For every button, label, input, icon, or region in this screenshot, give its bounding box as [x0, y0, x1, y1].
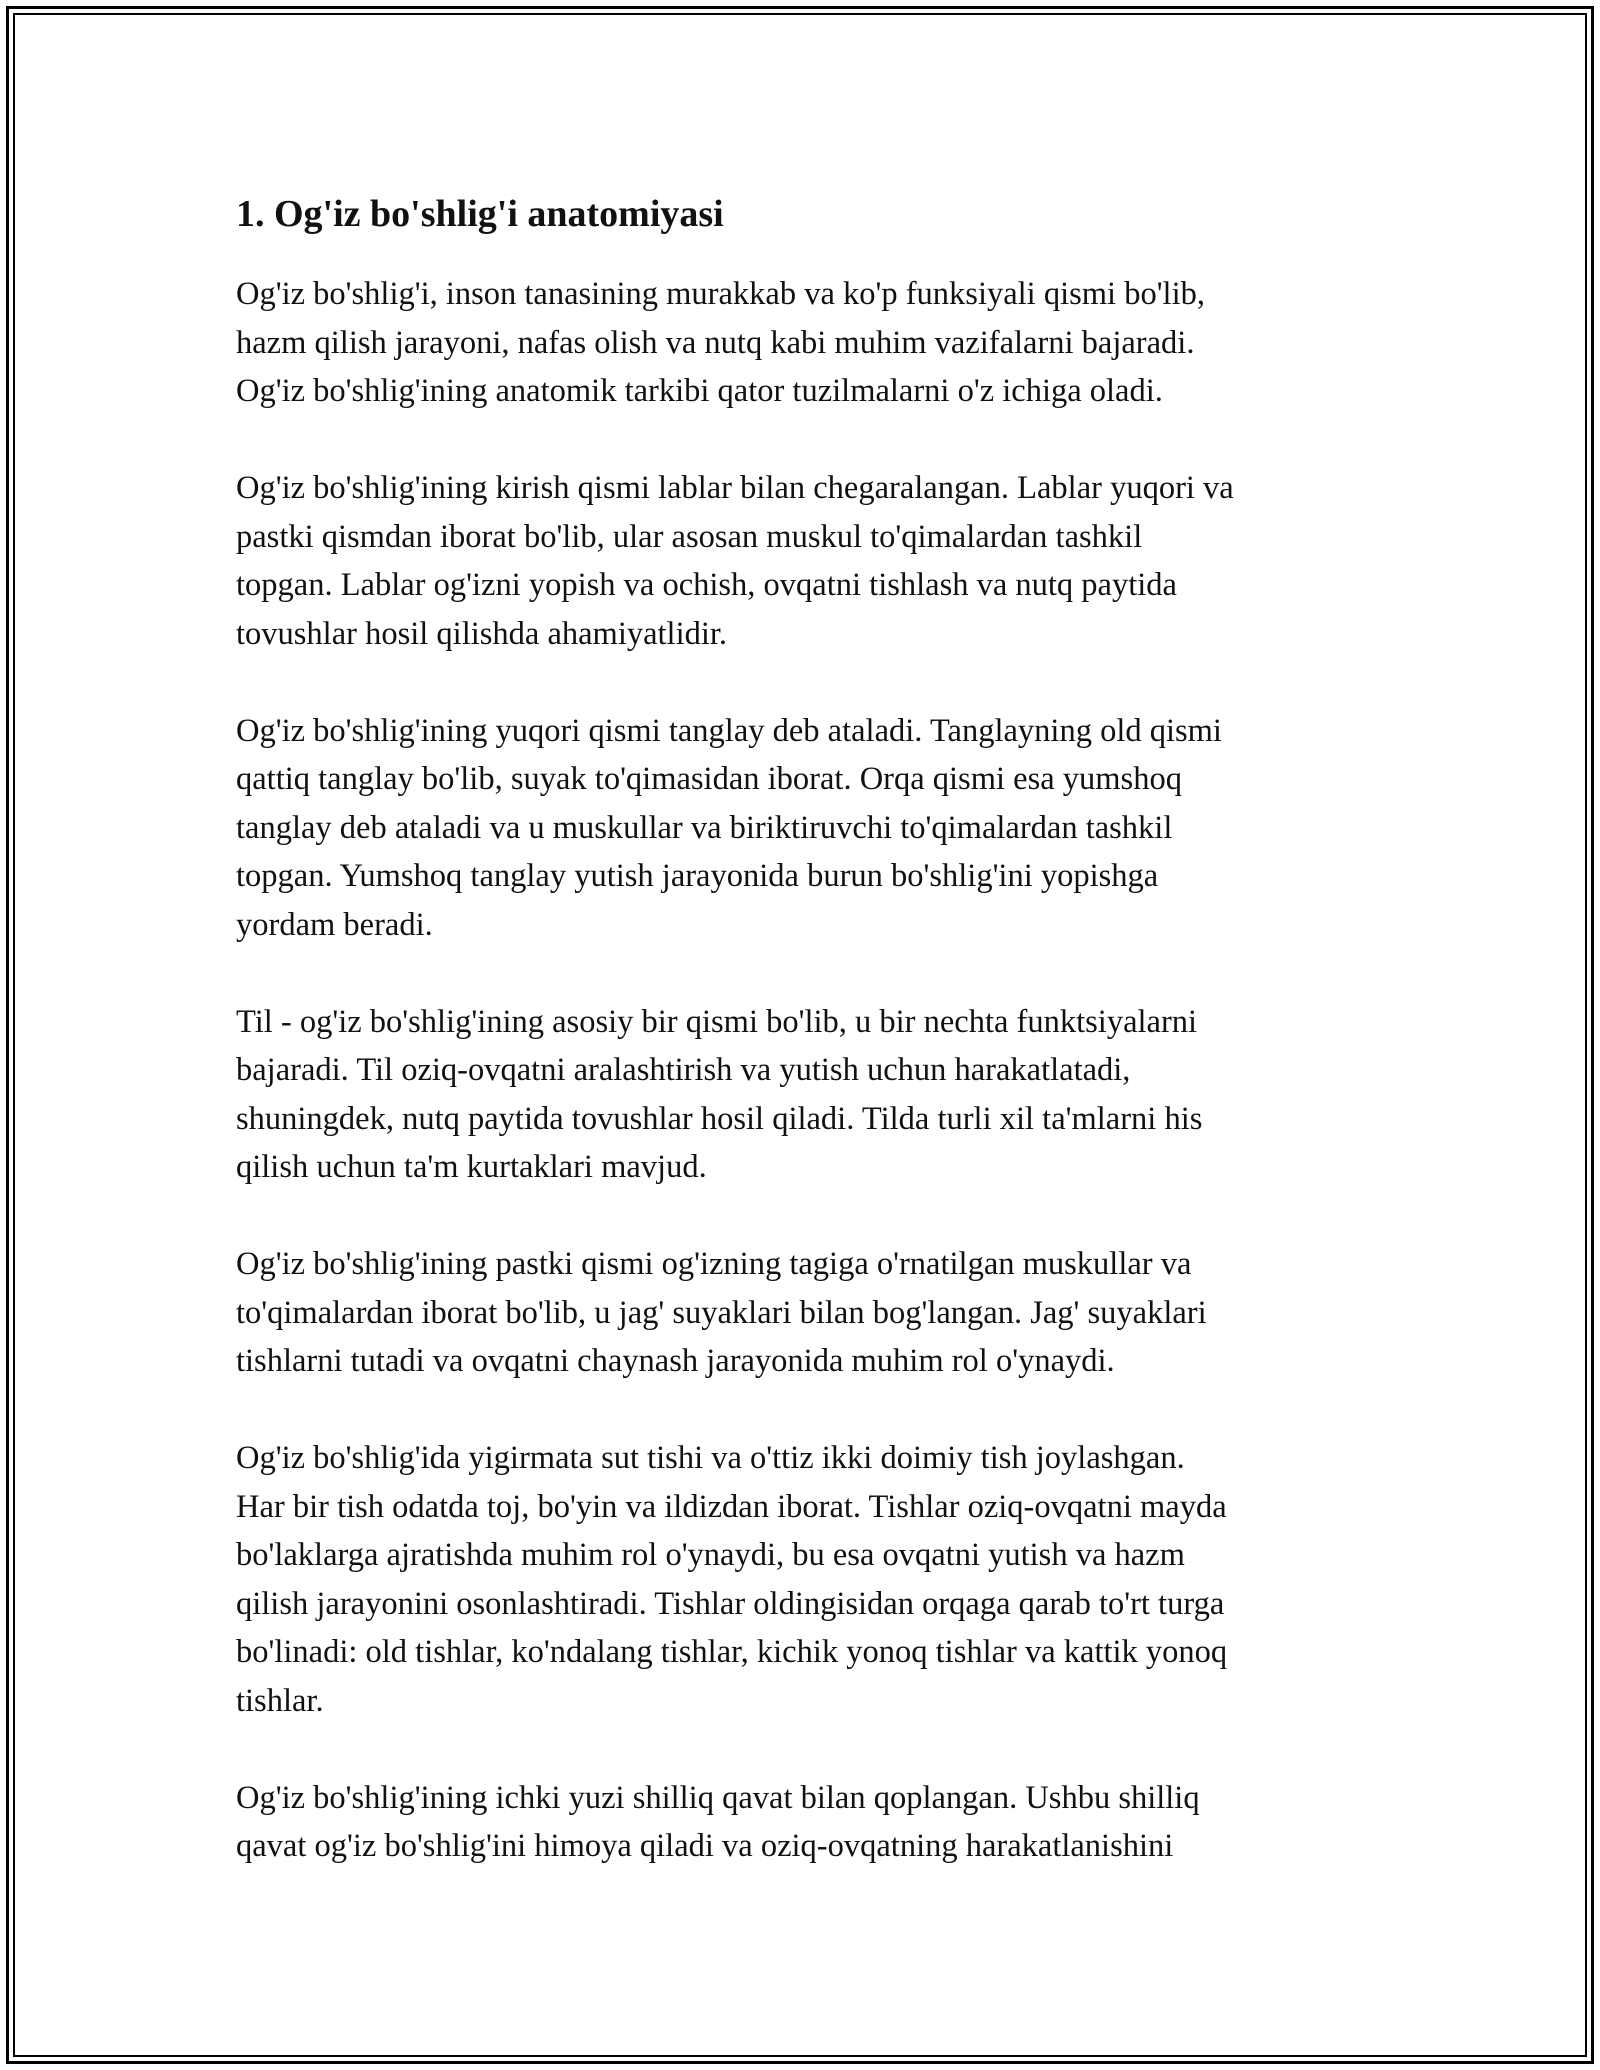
- paragraph-list: [236, 270, 1366, 1871]
- paragraph: [236, 270, 1366, 416]
- paragraph-line: tovushlar hosil qilishda ahamiyatlidir.: [236, 615, 728, 652]
- paragraph: [236, 1434, 1366, 1725]
- paragraph-line: Og'iz bo'shlig'ining anatomik tarkibi qator tuzilmalarni o'z ichiga oladi.: [236, 373, 1163, 409]
- paragraph-line: shuningdek, nutq paytida tovushlar hosil qiladi. Tilda turli xil ta'mlarni his: [236, 1100, 1203, 1137]
- paragraph-line: Og'iz bo'shlig'ining pastki qismi og'izning tagiga o'rnatilgan muskullar va: [236, 1246, 1192, 1282]
- section-title: 1. Og'iz bo'shlig'i anatomiyasi: [236, 193, 724, 235]
- paragraph: [236, 1240, 1366, 1386]
- paragraph-line: bo'linadi: old tishlar, ko'ndalang tishlar, kichik yonoq tishlar va kattik yonoq: [236, 1634, 1228, 1670]
- document-page: [236, 186, 1366, 1871]
- paragraph-line: to'qimalardan iborat bo'lib, u jag' suyaklari bilan bog'langan. Jag' suyaklari: [236, 1294, 1207, 1331]
- paragraph-line: Til - og'iz bo'shlig'ining asosiy bir qismi bo'lib, u bir nechta funktsiyalarni: [236, 1003, 1198, 1040]
- paragraph: [236, 1774, 1366, 1871]
- paragraph-line: tishlarni tutadi va ovqatni chaynash jarayonida muhim rol o'ynaydi.: [236, 1343, 1115, 1379]
- paragraph-line: Og'iz bo'shlig'ining ichki yuzi shilliq qavat bilan qoplangan. Ushbu shilliq: [236, 1779, 1200, 1816]
- paragraph-line: tanglay deb ataladi va u muskullar va biriktiruvchi to'qimalardan tashkil: [236, 809, 1173, 846]
- paragraph: [236, 707, 1366, 950]
- paragraph-line: bajaradi. Til oziq-ovqatni aralashtirish va yutish uchun harakatlatadi,: [236, 1052, 1131, 1088]
- paragraph-line: tishlar.: [236, 1682, 324, 1719]
- paragraph-line: qilish uchun ta'm kurtaklari mavjud.: [236, 1149, 707, 1185]
- paragraph-line: pastki qismdan iborat bo'lib, ular asosan muskul to'qimalardan tashkil: [236, 518, 1143, 555]
- paragraph: [236, 998, 1366, 1192]
- paragraph-line: bo'laklarga ajratishda muhim rol o'ynaydi, bu esa ovqatni yutish va hazm: [236, 1537, 1185, 1573]
- paragraph-line: topgan. Yumshoq tanglay yutish jarayonida burun bo'shlig'ini yopishga: [236, 858, 1159, 894]
- paragraph-line: Og'iz bo'shlig'ida yigirmata sut tishi va o'ttiz ikki doimiy tish joylashgan.: [236, 1440, 1185, 1476]
- paragraph-line: Og'iz bo'shlig'ining kirish qismi lablar bilan chegaralangan. Lablar yuqori va: [236, 470, 1234, 506]
- paragraph-line: qavat og'iz bo'shlig'ini himoya qiladi va oziq-ovqatning harakatlanishini: [236, 1828, 1174, 1864]
- paragraph-line: Har bir tish odatda toj, bo'yin va ildizdan iborat. Tishlar oziq-ovqatni mayda: [236, 1488, 1227, 1525]
- paragraph-line: yordam beradi.: [236, 906, 433, 943]
- paragraph-line: Og'iz bo'shlig'i, inson tanasining murakkab va ko'p funksiyali qismi bo'lib,: [236, 276, 1205, 312]
- paragraph-line: qilish jarayonini osonlashtiradi. Tishlar oldingisidan orqaga qarab to'rt turga: [236, 1585, 1225, 1622]
- paragraph-line: hazm qilish jarayoni, nafas olish va nutq kabi muhim vazifalarni bajaradi.: [236, 324, 1195, 361]
- paragraph-line: qattiq tanglay bo'lib, suyak to'qimasidan iborat. Orqa qismi esa yumshoq: [236, 761, 1182, 797]
- paragraph-line: Og'iz bo'shlig'ining yuqori qismi tanglay deb ataladi. Tanglayning old qismi: [236, 712, 1222, 749]
- paragraph-line: topgan. Lablar og'izni yopish va ochish, ovqatni tishlash va nutq paytida: [236, 567, 1177, 603]
- paragraph: [236, 464, 1366, 658]
